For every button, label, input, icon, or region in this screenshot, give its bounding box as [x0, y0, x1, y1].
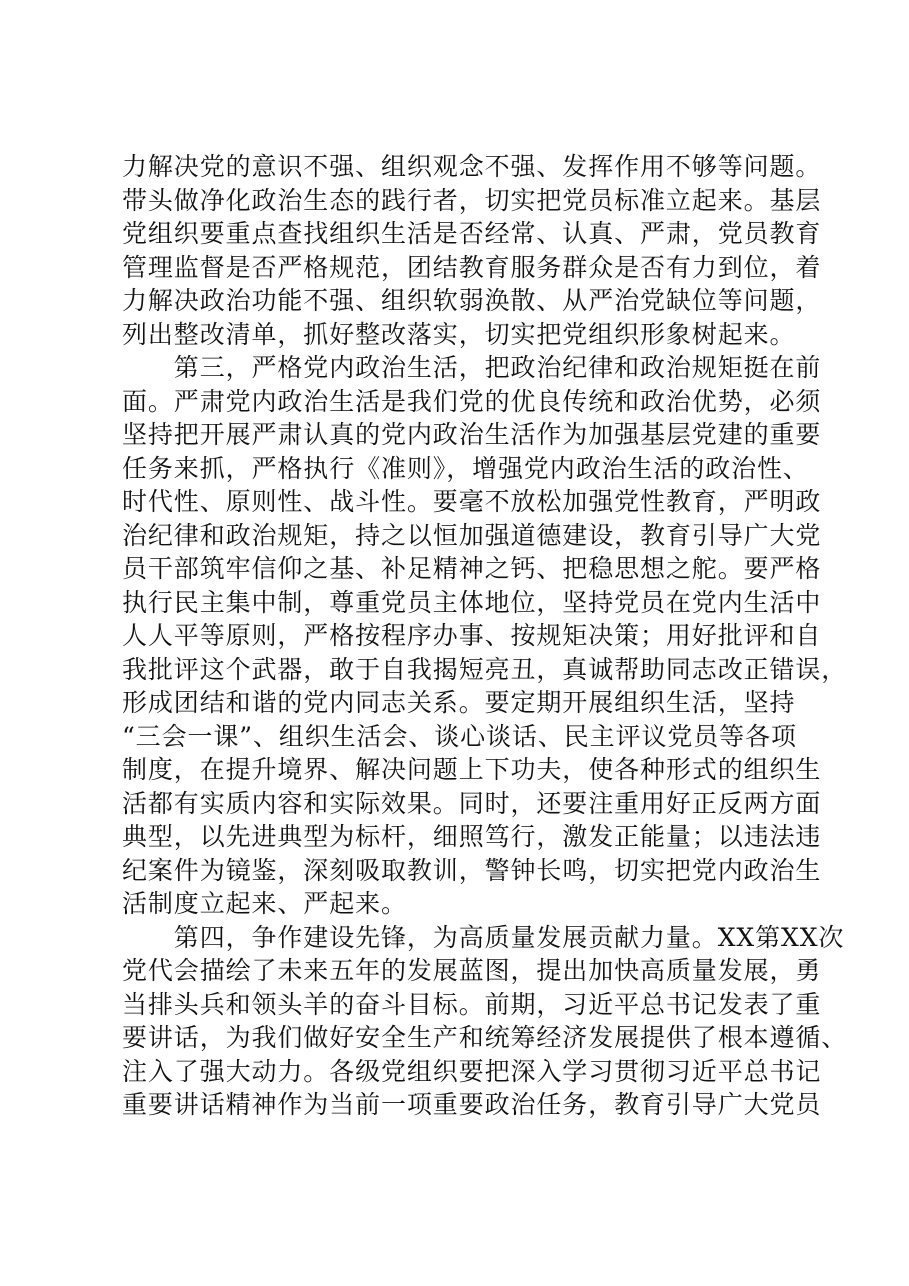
text-line: 人人平等原则，严格按程序办事、按规矩决策；用好批评和自: [122, 621, 822, 650]
text-line: 形成团结和谐的党内同志关系。要定期开展组织生活，坚持: [122, 688, 796, 717]
text-line: 执行民主集中制，尊重党员主体地位，坚持党员在党内生活中: [122, 587, 822, 617]
text-line: 制度，在提升境界、解决问题上下功夫，使各种形式的组织生: [122, 755, 822, 784]
text-line: 注入了强大动力。各级党组织要把深入学习贯彻习近平总书记: [122, 1056, 822, 1086]
text-line: 重要讲话精神作为当前一项重要政治任务，教育引导广大党员: [122, 1090, 822, 1119]
text-line: 列出整改清单，抓好整改落实，切实把党组织形象树起来。: [122, 319, 796, 349]
body-text: [122, 150, 848, 1122]
text-line: 活都有实质内容和实际效果。同时，还要注重用好正反两方面: [122, 788, 822, 818]
text-line: 活制度立起来、严起来。: [122, 889, 407, 918]
text-line: “三会一课”、组织生活会、谈心谈话、民主评议党员等各项: [122, 721, 797, 751]
text-line: 纪案件为镜鉴，深刻吸取教训，警钟长鸣，切实把党内政治生: [122, 855, 822, 885]
text-line: 坚持把开展严肃认真的党内政治生活作为加强基层党建的重要: [122, 420, 822, 449]
text-line: 力解决政治功能不强、组织软弱涣散、从严治党缺位等问题，: [122, 286, 822, 315]
text-line: 员干部筑牢信仰之基、补足精神之钙、把稳思想之舵。要严格: [122, 554, 822, 583]
text-line: 第四，争作建设先锋，为高质量发展贡献力量。XX第XX次: [122, 922, 845, 952]
text-line: 典型，以先进典型为标杆，细照笃行，激发正能量；以违法违: [122, 822, 822, 851]
text-line: 管理监督是否严格规范，团结教育服务群众是否有力到位，着: [122, 252, 822, 282]
text-line: 任务来抓，严格执行《准则》，增强党内政治生活的政治性、: [122, 453, 809, 483]
text-line: 要讲话，为我们做好安全生产和统筹经济发展提供了根本遵循、: [122, 1023, 848, 1052]
text-line: 治纪律和政治规矩，持之以恒加强道德建设，教育引导广大党: [122, 520, 822, 550]
text-line: 党代会描绘了未来五年的发展蓝图，提出加快高质量发展，勇: [122, 956, 822, 985]
text-line: 面。严肃党内政治生活是我们党的优良传统和政治优势，必须: [122, 386, 822, 416]
text-line: 带头做净化政治生态的践行者，切实把党员标准立起来。基层: [122, 185, 822, 215]
text-line: 时代性、原则性、战斗性。要毫不放松加强党性教育，严明政: [122, 487, 822, 516]
text-line: 党组织要重点查找组织生活是否经常、认真、严肃，党员教育: [122, 219, 822, 248]
text-line: 力解决党的意识不强、组织观念不强、发挥作用不够等问题。: [122, 152, 822, 181]
text-line: 第三，严格党内政治生活，把政治纪律和政治规矩挺在前: [122, 353, 822, 382]
text-line: 当排头兵和领头羊的奋斗目标。前期，习近平总书记发表了重: [122, 989, 822, 1019]
text-line: 我批评这个武器，敢于自我揭短亮丑，真诚帮助同志改正错误，: [122, 654, 848, 684]
